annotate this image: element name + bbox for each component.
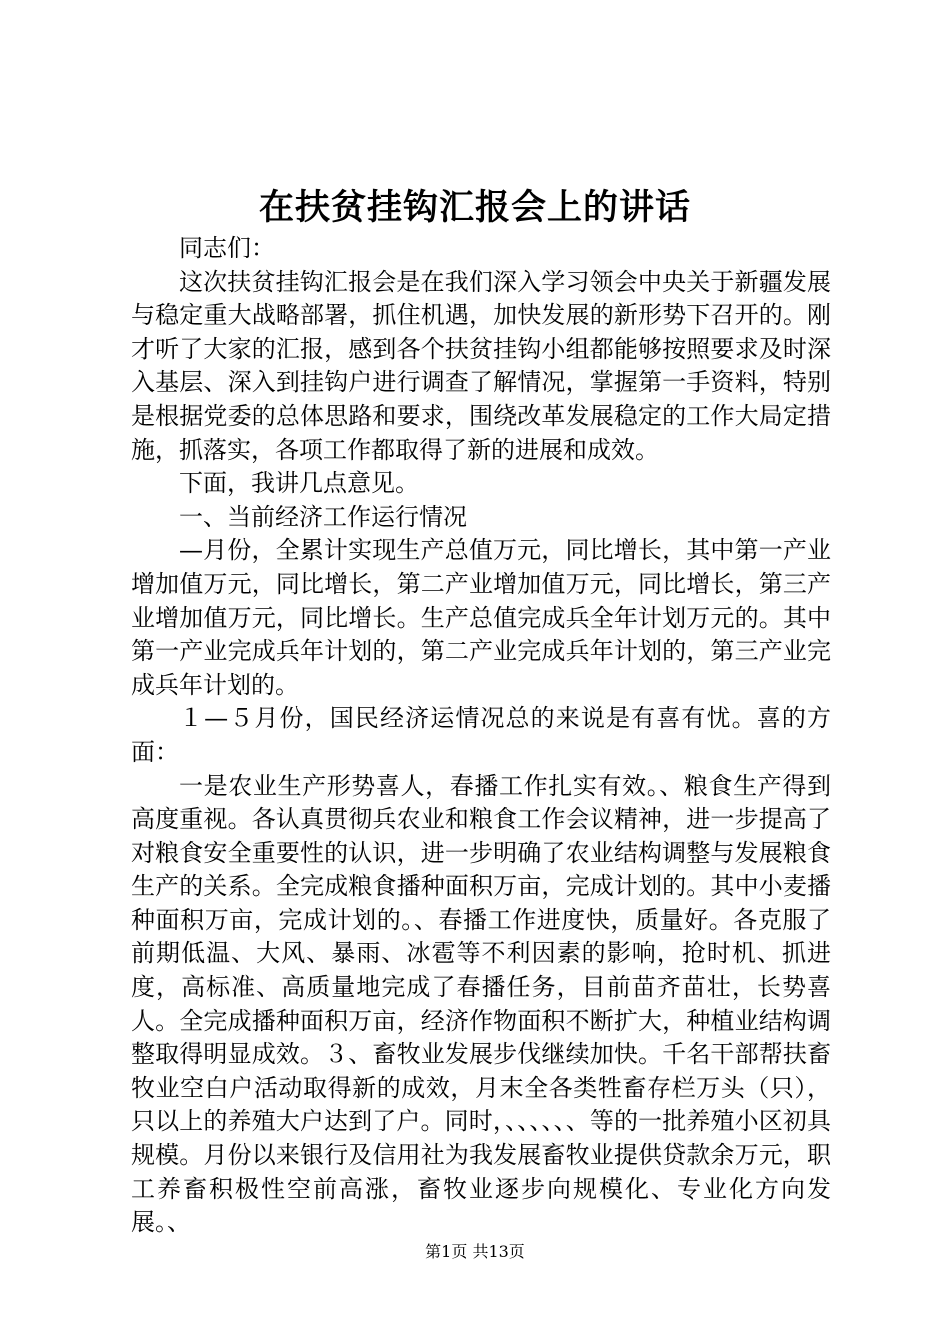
page-footer: 第1页 共13页 bbox=[425, 1242, 525, 1261]
intro-paragraph: 这次扶贫挂钩汇报会是在我们深入学习领会中央关于新疆发展与稳定重大战略部署，抓住机遇，加快发展的新形势下召开的。刚才听了大家的汇报，感到各个扶贫挂钩小组都能够按照要求及时深入基层、深入到挂钩户进行调查了解情况，掌握第一手资料，特别是根据党委的总体思路和要求，围绕改革发展稳定的工作大局定措施，抓落实，各项工作都取得了新的进展和成效。 bbox=[131, 267, 831, 464]
agriculture-paragraph: 一是农业生产形势喜人，春播工作扎实有效。、粮食生产得到高度重视。各认真贯彻兵农业和粮食工作会议精神，进一步提高了对粮食安全重要性的认识，进一步明确了农业结构调整与发展粮食生产的关系。全完成粮食播种面积万亩，完成计划的。其中小麦播种面积万亩，完成计划的。、春播工作进度快，质量好。各克服了前期低温、大风、暴雨、冰雹等不利因素的影响，抢时机、抓进度，高标准、高质量地完成了春播任务，目前苗齐苗壮，长势喜人。全完成播种面积万亩，经济作物面积不断扩大，种植业结构调整取得明显成效。３、畜牧业发展步伐继续加快。千名干部帮扶畜牧业空白户活动取得新的成效，月末全各类牲畜存栏万头（只），只以上的养殖大户达到了户。同时，、、、、、、等的一批养殖小区初具规模。月份以来银行及信用社为我发展畜牧业提供贷款余万元，职工养畜积极性空前高涨，畜牧业逐步向规模化、专业化方向发展。、 bbox=[131, 771, 831, 1237]
transition-paragraph: 下面，我讲几点意见。 bbox=[179, 469, 419, 498]
economy-paragraph: —月份，全累计实现生产总值万元，同比增长，其中第一产业增加值万元，同比增长，第二产业增加值万元，同比增长，第三产业增加值万元，同比增长。生产总值完成兵全年计划万元的。其中第一产业完成兵年计划的，第二产业完成兵年计划的，第三产业完成兵年计划的。 bbox=[131, 536, 831, 699]
overview-paragraph: １—５月份，国民经济运情况总的来说是有喜有忧。喜的方面： bbox=[131, 704, 831, 766]
salutation-paragraph: 同志们： bbox=[179, 234, 275, 262]
section-heading: 一、当前经济工作运行情况 bbox=[179, 502, 467, 531]
document-body bbox=[131, 232, 831, 1240]
document-title: 在扶贫挂钩汇报会上的讲话 bbox=[258, 187, 691, 228]
